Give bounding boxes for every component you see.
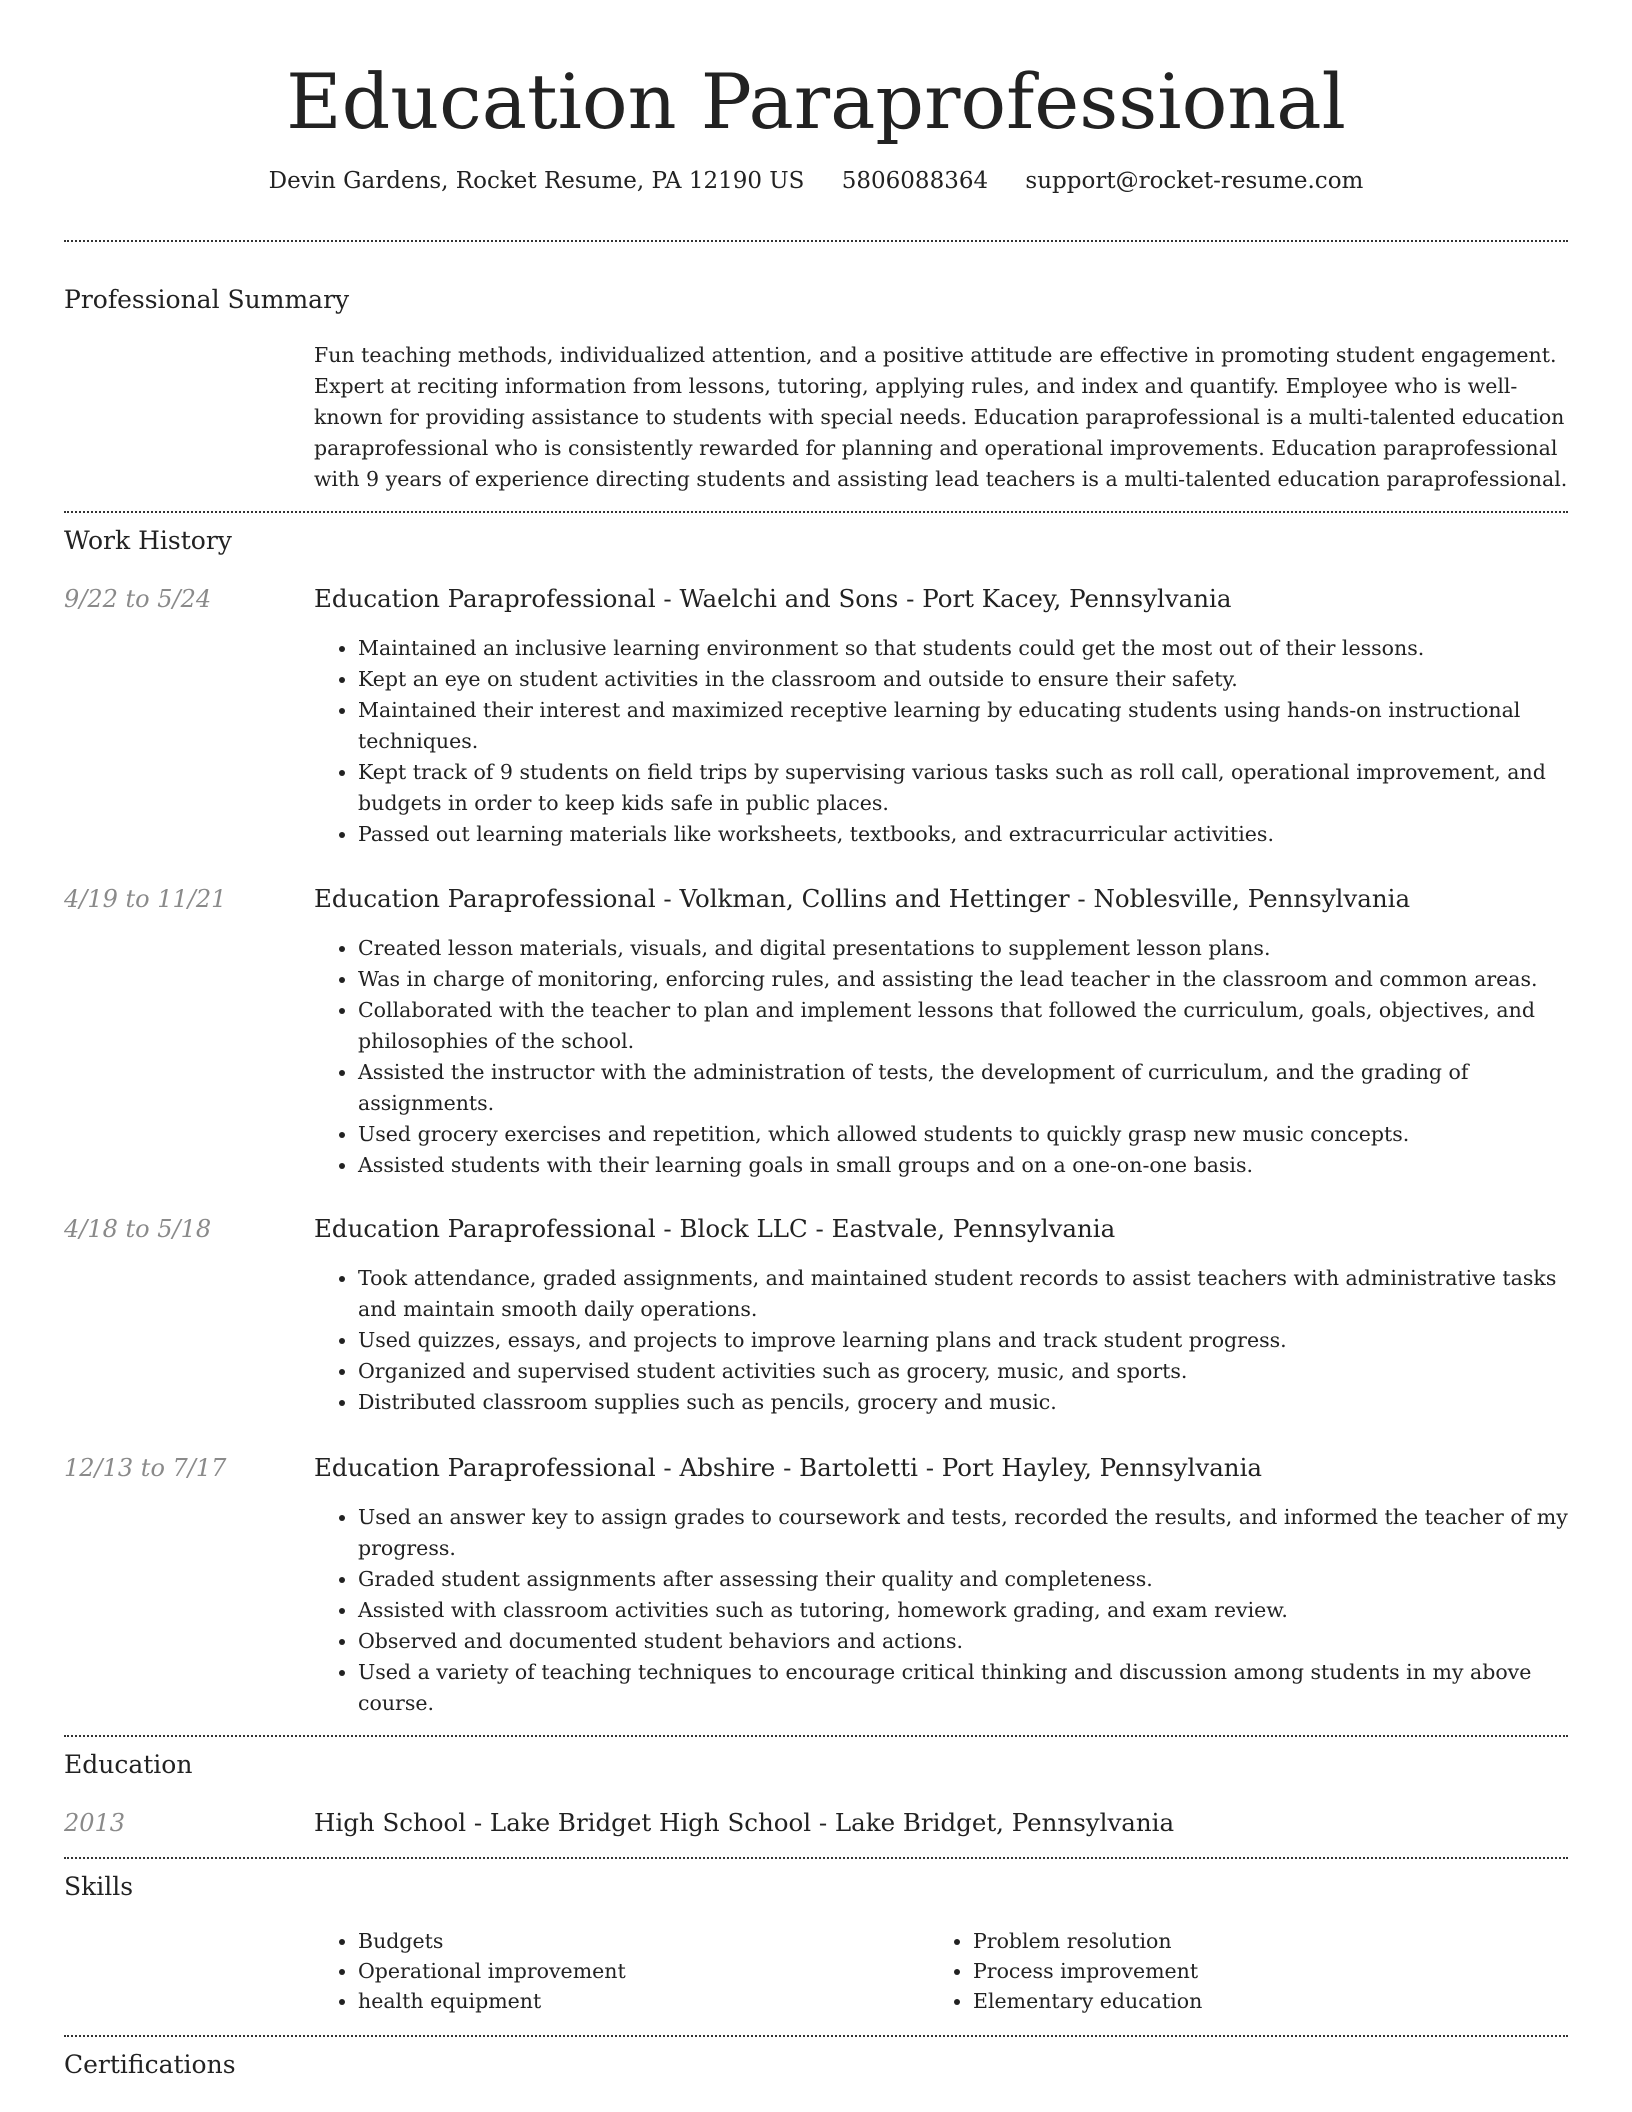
job-bullet: • Collaborated with the teacher to plan and implement lessons that followed the curriculum, goals, objectives, and philosophies of the school. [358,995,1598,1057]
job-bullet: • Kept track of 9 students on field trips by supervising various tasks such as roll call, operational improvement, and budgets in order to keep kids safe in public places. [358,757,1598,819]
job-bullet: • Used quizzes, essays, and projects to improve learning plans and track student progress. [358,1325,1598,1356]
job-bullet: • Was in charge of monitoring, enforcing rules, and assisting the lead teacher in the classroom and common areas. [358,964,1598,995]
job-bullet: • Used grocery exercises and repetition, which allowed students to quickly grasp new music concepts. [358,1119,1598,1150]
job-bullet: • Took attendance, graded assignments, and maintained student records to assist teachers with administrative tasks and maintain smooth daily operations. [358,1263,1598,1325]
education-heading: High School - Lake Bridget High School - Lake Bridget, Pennsylvania [314,1808,1175,1837]
skill-item: • Operational improvement [358,1956,918,1986]
skill-item: • Elementary education [973,1986,1533,2016]
skill-item: • Problem resolution [973,1926,1533,1956]
job-heading: Education Paraprofessional - Volkman, Collins and Hettinger - Noblesville, Pennsylvania [314,884,1411,913]
section-divider [64,2035,1568,2037]
job-dates: 4/18 to 5/18 [64,1215,212,1243]
education-section-title: Education [64,1750,193,1779]
skills-list-left [314,1926,918,2016]
job-bullet: • Assisted the instructor with the administration of tests, the development of curriculum, and the grading of assignments. [358,1057,1598,1119]
job-heading: Education Paraprofessional - Waelchi and Sons - Port Kacey, Pennsylvania [314,584,1232,613]
summary-section-title: Professional Summary [64,285,350,314]
contact-phone: 5806088364 [841,168,989,194]
section-divider [64,240,1568,242]
work-section-title: Work History [64,526,232,555]
job-bullet: • Organized and supervised student activities such as grocery, music, and sports. [358,1356,1598,1387]
section-divider [64,1735,1568,1737]
skill-item: • Budgets [358,1926,918,1956]
contact-email: support@rocket-resume.com [1025,168,1364,194]
job-bullet: • Used a variety of teaching techniques to encourage critical thinking and discussion among students in my above course. [358,1657,1598,1719]
contact-line [0,166,1632,196]
job-bullets [314,1502,1598,1719]
skills-section-title: Skills [64,1872,134,1901]
resume-name: Education Paraprofessional [286,57,1346,146]
job-bullet: • Kept an eye on student activities in the classroom and outside to ensure their safety. [358,664,1598,695]
job-dates: 12/13 to 7/17 [64,1454,227,1482]
skill-item: • health equipment [358,1986,918,2016]
certifications-section-title: Certifications [64,2050,236,2079]
education-year: 2013 [64,1809,126,1837]
job-bullet: • Maintained an inclusive learning environment so that students could get the most out of their lessons. [358,633,1598,664]
job-bullet: • Used an answer key to assign grades to coursework and tests, recorded the results, and informed the teacher of my progress. [358,1502,1598,1564]
skills-list-right [929,1926,1533,2016]
section-divider [64,1857,1568,1859]
job-bullet: • Passed out learning materials like worksheets, textbooks, and extracurricular activities. [358,819,1598,850]
job-dates: 4/19 to 11/21 [64,885,227,913]
contact-address: Devin Gardens, Rocket Resume, PA 12190 US [268,168,805,194]
section-divider [64,511,1568,513]
job-bullets [314,933,1598,1181]
job-heading: Education Paraprofessional - Block LLC - Eastvale, Pennsylvania [314,1214,1116,1243]
summary-text: Fun teaching methods, individualized attention, and a positive attitude are effective in promoting student engagement. Expert at reciting information from lessons, tutoring, applying rules, and index and quantify. Employee who is well-known for providing assistance to students with special needs. Education paraprofessional is a multi-talented education paraprofessional who is consistently rewarded for planning and operational improvements. Education paraprofessional with 9 years of experience directing students and assisting lead teachers is a multi-talented education paraprofessional. [314,343,1568,491]
job-bullet: • Observed and documented student behaviors and actions. [358,1626,1598,1657]
job-bullet: • Maintained their interest and maximized receptive learning by educating students using hands-on instructional techniques. [358,695,1598,757]
job-bullets [314,633,1598,850]
job-heading: Education Paraprofessional - Abshire - Bartoletti - Port Hayley, Pennsylvania [314,1453,1263,1482]
job-dates: 9/22 to 5/24 [64,585,212,613]
job-bullet: • Created lesson materials, visuals, and digital presentations to supplement lesson plans. [358,933,1598,964]
skill-item: • Process improvement [973,1956,1533,1986]
job-bullet: • Distributed classroom supplies such as pencils, grocery and music. [358,1387,1598,1418]
job-bullet: • Assisted students with their learning goals in small groups and on a one-on-one basis. [358,1150,1598,1181]
job-bullets [314,1263,1598,1418]
job-bullet: • Assisted with classroom activities such as tutoring, homework grading, and exam review. [358,1595,1598,1626]
job-bullet: • Graded student assignments after assessing their quality and completeness. [358,1564,1598,1595]
